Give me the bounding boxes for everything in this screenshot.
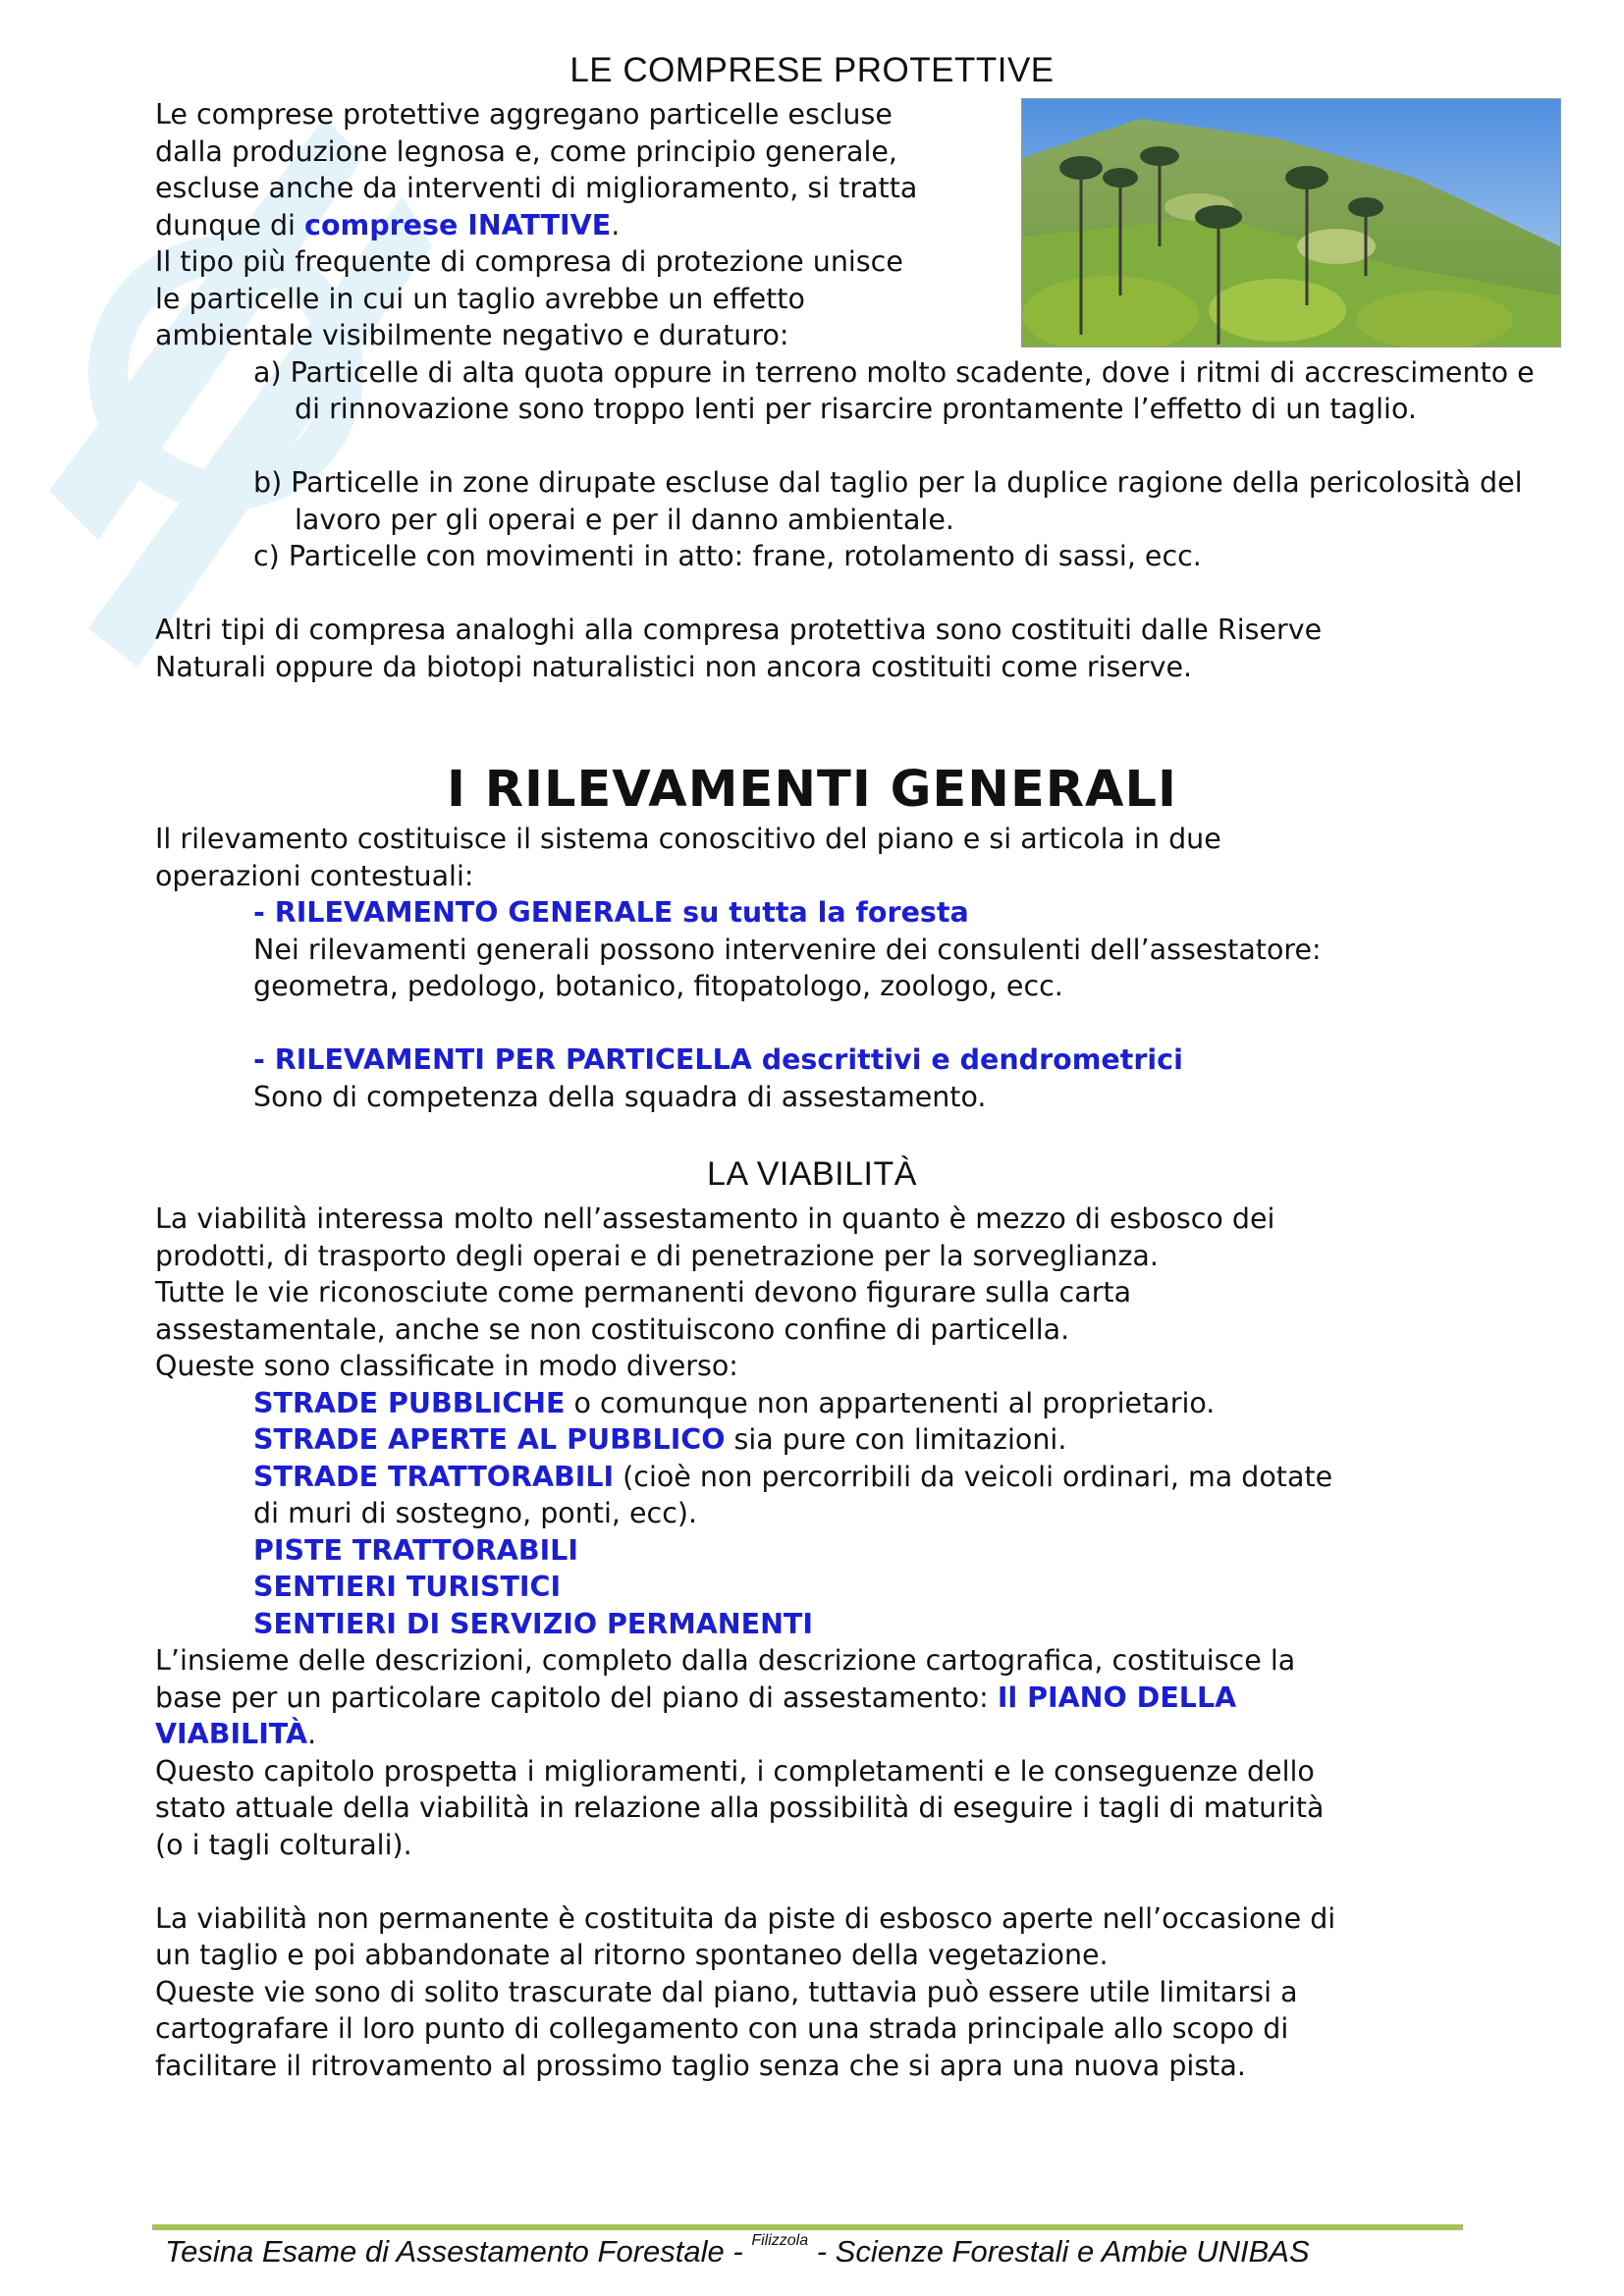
- paragraph-line: Naturali oppure da biotopi naturalistici non ancora costituiti come riserve.: [155, 650, 1193, 683]
- paragraph-line: stato attuale della viabilità in relazione alla possibilità di eseguire i tagli di maturità: [155, 1791, 1325, 1824]
- highlight-piano-viabilita: VIABILITÀ: [155, 1718, 308, 1750]
- text-fragment: base per un particolare capitolo del piano di assestamento:: [155, 1681, 998, 1714]
- paragraph-line: Questo capitolo prospetta i miglioramenti, i completamenti e le conseguenze dello: [155, 1754, 1315, 1788]
- road-type-label: STRADE TRATTORABILI: [253, 1460, 615, 1493]
- road-type-label: STRADE PUBBLICHE: [253, 1386, 566, 1419]
- highlight-piano-viabilita: Il PIANO DELLA: [997, 1681, 1237, 1714]
- road-type-text: di muri di sostegno, ponti, ecc).: [253, 1497, 698, 1529]
- paragraph-line: prodotti, di trasporto degli operai e di penetrazione per la sorveglianza.: [155, 1239, 1159, 1272]
- highlight-comprese-inattive: comprese INATTIVE: [304, 208, 612, 241]
- paragraph-line: un taglio e poi abbandonate al ritorno spontaneo della vegetazione.: [155, 1939, 1109, 1971]
- footer-divider: [152, 2224, 1463, 2230]
- paragraph-line: assestamentale, anche se non costituiscono confine di particella.: [155, 1312, 1070, 1346]
- text-fragment: dunque di: [155, 208, 305, 241]
- paragraph-line: Tutte le vie riconosciute come permanenti devono figurare sulla carta: [155, 1276, 1132, 1308]
- road-type-text: o comunque non appartenenti al proprietario.: [565, 1386, 1216, 1419]
- paragraph-line: Altri tipi di compresa analoghi alla compresa protettiva sono costituiti dalle Riserve: [155, 614, 1323, 646]
- list-item: a) Particelle di alta quota oppure in terreno molto scadente, dove i ritmi di accrescimento e di rinnovazione sono troppo lenti per risarcire prontamente l’effetto di un taglio.: [253, 355, 1535, 425]
- paragraph-line: (o i tagli colturali).: [155, 1828, 412, 1861]
- paragraph-line: facilitare il ritrovamento al prossimo taglio senza che si apra una nuova pista.: [155, 2049, 1246, 2082]
- road-type-item: [253, 1459, 1332, 1496]
- paragraph-line: Sono di competenza della squadra di assestamento.: [253, 1080, 987, 1113]
- road-type-label: SENTIERI TURISTICI: [253, 1571, 562, 1603]
- text-fragment: .: [611, 208, 621, 241]
- heading-rilevamenti-generali: I RILEVAMENTI GENERALI: [446, 761, 1178, 819]
- footer-left: Tesina Esame di Assestamento Forestale -: [165, 2234, 752, 2269]
- paragraph-line: Il rilevamento costituisce il sistema conoscitivo del piano e si articola in due: [155, 823, 1221, 855]
- list-item: b) Particelle in zone dirupate escluse dal taglio per la duplice ragione della pericolosità del lavoro per gli operai e per il danno ambientale.: [253, 466, 1523, 536]
- footer-author: Filizzola: [751, 2231, 809, 2249]
- footer-right: - Scienze Forestali e Ambie UNIBAS: [808, 2234, 1310, 2269]
- section-title-comprese-protettive: LE COMPRESE PROTETTIVE: [569, 51, 1055, 89]
- paragraph-line: Queste sono classificate in modo diverso:: [155, 1350, 738, 1382]
- road-type-label: STRADE APERTE AL PUBBLICO: [253, 1423, 726, 1456]
- paragraph-line: Nei rilevamenti generali possono intervenire dei consulenti dell’assestatore:: [253, 933, 1322, 966]
- paragraph-line: le particelle in cui un taglio avrebbe un effetto: [155, 282, 805, 315]
- paragraph-line: Queste vie sono di solito trascurate dal piano, tuttavia può essere utile limitarsi a: [155, 1975, 1298, 2008]
- text-fragment: .: [307, 1718, 317, 1750]
- list-item: c) Particelle con movimenti in atto: frane, rotolamento di sassi, ecc.: [253, 540, 1202, 572]
- mountain-forest-photo: [1021, 98, 1561, 347]
- paragraph-line: La viabilità non permanente è costituita da piste di esbosco aperte nell’occasione di: [155, 1901, 1336, 1935]
- subheading-rilevamenti-particella: - RILEVAMENTI PER PARTICELLA descrittivi e dendrometrici: [253, 1043, 1183, 1076]
- road-type-text: (cioè non percorribili da veicoli ordinari, ma dotate: [614, 1460, 1333, 1493]
- paragraph-line: [155, 1680, 1236, 1717]
- paragraph-line: [155, 1716, 316, 1753]
- road-type-item: [253, 1421, 1066, 1459]
- page-footer: [165, 2231, 1310, 2269]
- road-type-label: SENTIERI DI SERVIZIO PERMANENTI: [253, 1607, 813, 1640]
- paragraph-line: [155, 207, 620, 244]
- road-type-text: sia pure con limitazioni.: [725, 1423, 1067, 1456]
- heading-viabilita: LA VIABILITÀ: [707, 1155, 917, 1193]
- paragraph-line: dalla produzione legnosa e, come principio generale,: [155, 134, 897, 168]
- road-type-label: PISTE TRATTORABILI: [253, 1533, 578, 1567]
- paragraph-line: La viabilità interessa molto nell’assestamento in quanto è mezzo di esbosco dei: [155, 1202, 1275, 1235]
- subheading-rilevamento-generale: - RILEVAMENTO GENERALE su tutta la foresta: [253, 896, 969, 929]
- paragraph-line: operazioni contestuali:: [155, 859, 474, 892]
- paragraph-line: escluse anche da interventi di miglioramento, si tratta: [155, 172, 918, 204]
- paragraph-line: Il tipo più frequente di compresa di protezione unisce: [155, 245, 903, 278]
- paragraph-line: Le comprese protettive aggregano particelle escluse: [155, 98, 893, 131]
- paragraph-line: L’insieme delle descrizioni, completo dalla descrizione cartografica, costituisce la: [155, 1644, 1296, 1677]
- paragraph-line: cartografare il loro punto di collegamento con una strada principale allo scopo di: [155, 2012, 1289, 2045]
- paragraph-line: geometra, pedologo, botanico, fitopatologo, zoologo, ecc.: [253, 970, 1063, 1002]
- paragraph-line: ambientale visibilmente negativo e duraturo:: [155, 319, 789, 351]
- road-type-item: [253, 1385, 1215, 1422]
